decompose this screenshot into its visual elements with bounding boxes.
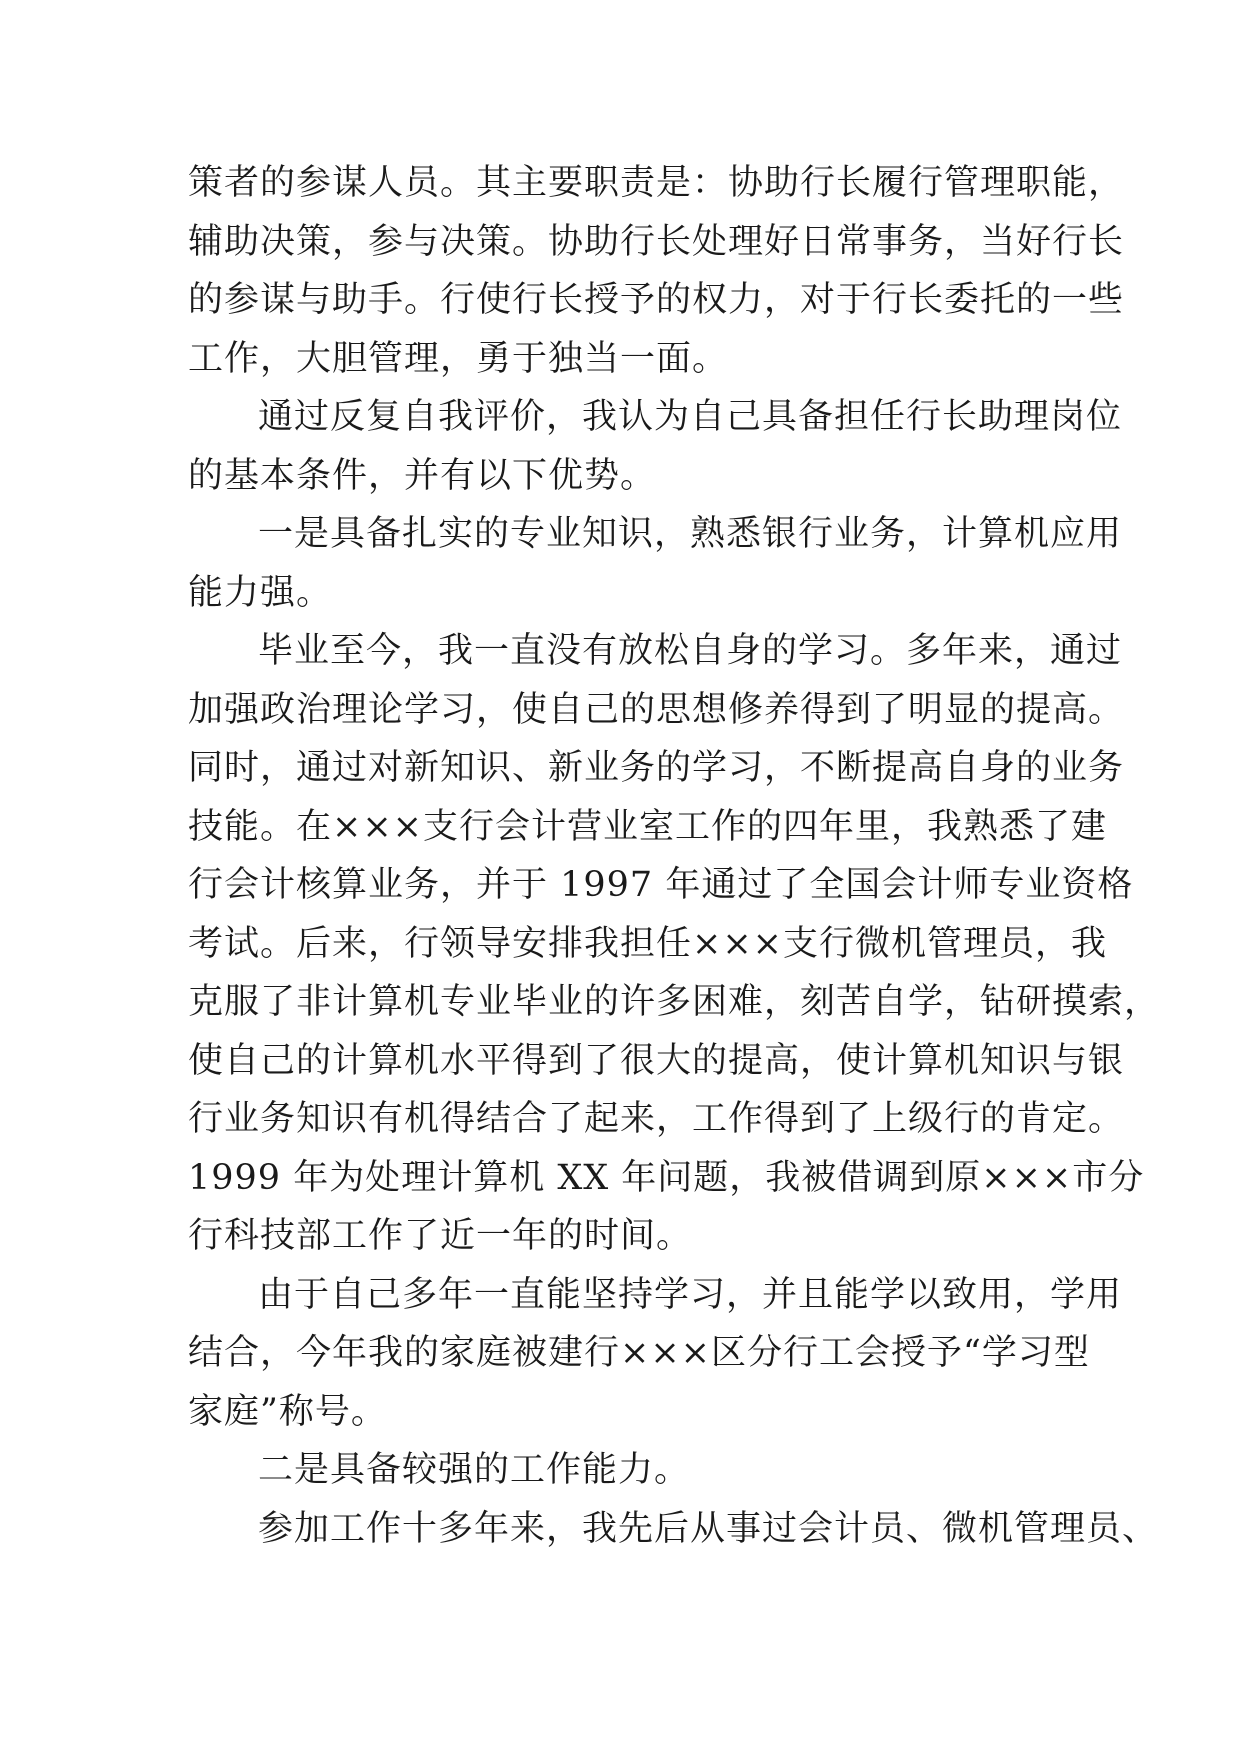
text-line: 毕业至今，我一直没有放松自身的学习。多年来，通过 — [258, 631, 1123, 671]
text-line: 能力强。 — [188, 572, 333, 613]
text-line: 行会计核算业务，并于 1997 年通过了全国会计师专业资格 — [188, 865, 1134, 905]
text-line: 同时，通过对新知识、新业务的学习，不断提高自身的业务 — [188, 748, 1125, 788]
paragraph — [188, 1266, 1123, 1442]
paragraph — [188, 154, 1125, 388]
text-line: 辅助决策，参与决策。协助行长处理好日常事务，当好行长 — [188, 221, 1125, 262]
text-line: 参加工作十多年来，我先后从事过会计员、微机管理员、 — [258, 1508, 1159, 1549]
text-line: 1999 年为处理计算机 XX 年问题，我被借调到原×××市分 — [188, 1157, 1145, 1198]
paragraph — [188, 388, 1123, 505]
text-line: 策者的参谋人员。其主要职责是：协助行长履行管理职能， — [188, 163, 1125, 203]
text-line: 技能。在×××支行会计营业室工作的四年里，我熟悉了建 — [188, 806, 1107, 847]
document-body — [188, 154, 1161, 1558]
paragraph — [188, 622, 1161, 1266]
text-line: 加强政治理论学习，使自己的思想修养得到了明显的提高。 — [188, 689, 1125, 730]
text-line: 的基本条件，并有以下优势。 — [188, 455, 657, 496]
paragraph — [188, 505, 1123, 622]
text-line: 家庭”称号。 — [188, 1391, 387, 1432]
text-line: 的参谋与助手。行使行长授予的权力，对于行长委托的一些 — [188, 280, 1125, 320]
text-line: 使自己的计算机水平得到了很大的提高，使计算机知识与银 — [188, 1040, 1125, 1081]
text-line: 由于自己多年一直能坚持学习，并且能学以致用，学用 — [258, 1274, 1123, 1315]
text-line: 二是具备较强的工作能力。 — [258, 1450, 691, 1490]
text-line: 行业务知识有机得结合了起来，工作得到了上级行的肯定。 — [188, 1099, 1125, 1139]
paragraph — [188, 1441, 1068, 1500]
paragraph — [188, 1500, 1159, 1559]
text-line: 考试。后来，行领导安排我担任×××支行微机管理员，我 — [188, 923, 1107, 964]
text-line: 结合，今年我的家庭被建行×××区分行工会授予“学习型 — [188, 1333, 1090, 1373]
text-line: 通过反复自我评价，我认为自己具备担任行长助理岗位 — [258, 397, 1123, 437]
text-line: 一是具备扎实的专业知识，熟悉银行业务，计算机应用 — [258, 514, 1123, 554]
text-line: 行科技部工作了近一年的时间。 — [188, 1216, 693, 1256]
text-line: 工作，大胆管理，勇于独当一面。 — [188, 338, 729, 379]
text-line: 克服了非计算机专业毕业的许多困难，刻苦自学，钻研摸索， — [188, 982, 1161, 1022]
